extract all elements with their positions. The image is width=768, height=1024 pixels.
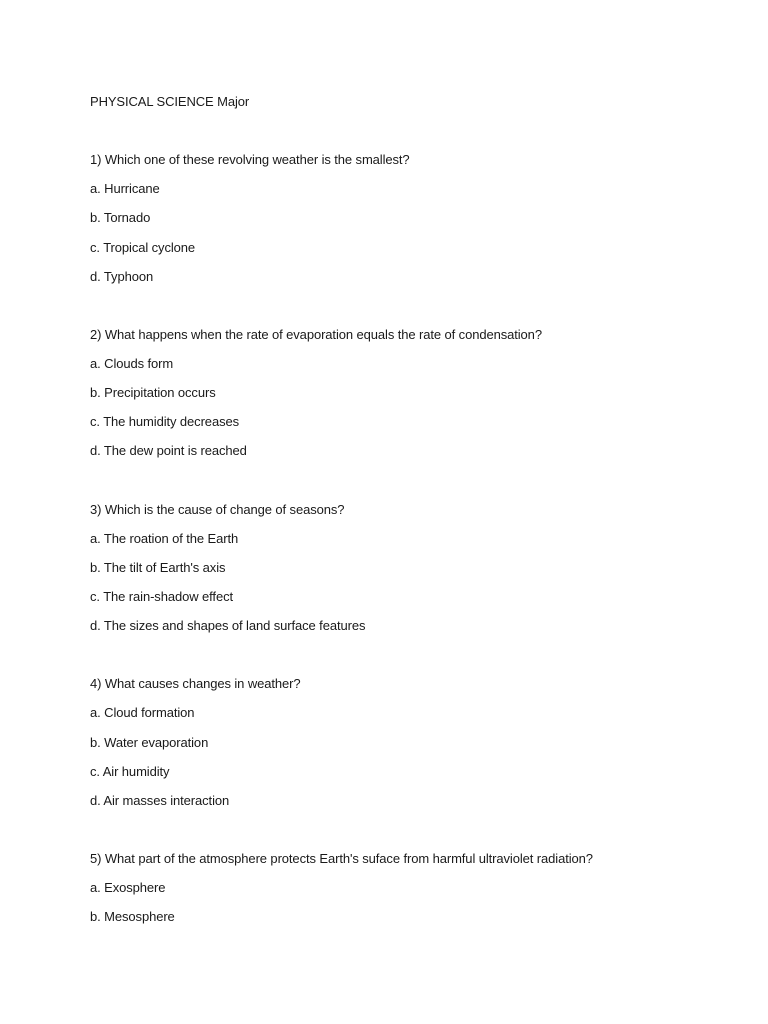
question-1-prompt: 1) Which one of these revolving weather is the smallest? xyxy=(90,152,410,167)
document-title: PHYSICAL SCIENCE Major xyxy=(90,94,250,109)
question-5-option-a: a. Exosphere xyxy=(90,880,166,895)
question-5-prompt: 5) What part of the atmosphere protects Earth's suface from harmful ultraviolet radiation? xyxy=(90,851,593,866)
question-2-option-a: a. Clouds form xyxy=(90,356,174,371)
question-4-option-a: a. Cloud formation xyxy=(90,705,195,720)
question-3-prompt: 3) Which is the cause of change of seasons? xyxy=(90,502,345,517)
question-5-option-b: b. Mesosphere xyxy=(90,909,175,924)
question-2-prompt: 2) What happens when the rate of evaporation equals the rate of condensation? xyxy=(90,327,542,342)
question-1-option-c: c. Tropical cyclone xyxy=(90,240,196,255)
question-3-option-a: a. The roation of the Earth xyxy=(90,531,239,546)
question-4-prompt: 4) What causes changes in weather? xyxy=(90,676,301,691)
question-4-option-c: c. Air humidity xyxy=(90,764,170,779)
question-1-option-d: d. Typhoon xyxy=(90,269,154,284)
question-2-option-b: b. Precipitation occurs xyxy=(90,385,216,400)
question-3-option-d: d. The sizes and shapes of land surface features xyxy=(90,618,366,633)
question-3-option-c: c. The rain-shadow effect xyxy=(90,589,233,604)
question-4-option-d: d. Air masses interaction xyxy=(90,793,230,808)
question-2-option-c: c. The humidity decreases xyxy=(90,414,239,429)
question-2-option-d: d. The dew point is reached xyxy=(90,443,247,458)
question-1-option-b: b. Tornado xyxy=(90,210,151,225)
question-4-option-b: b. Water evaporation xyxy=(90,735,209,750)
question-3-option-b: b. The tilt of Earth's axis xyxy=(90,560,226,575)
question-1-option-a: a. Hurricane xyxy=(90,181,160,196)
